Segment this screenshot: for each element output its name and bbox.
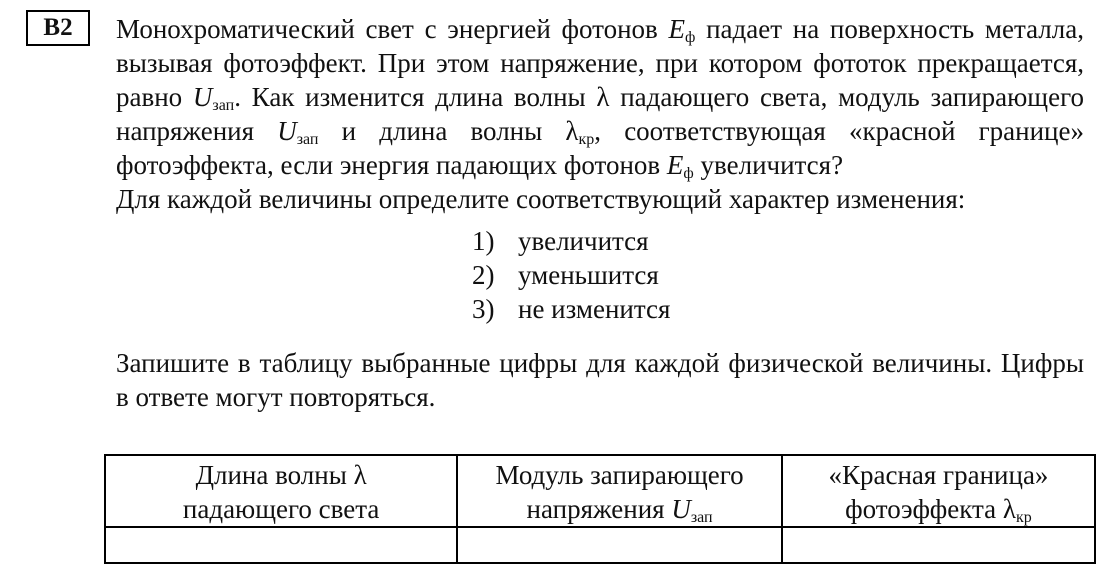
header-wavelength	[105, 455, 457, 527]
subscript-f: ф	[683, 165, 694, 182]
task-number-badge: B2	[26, 10, 90, 46]
header-red-limit	[782, 455, 1095, 527]
header-text: фотоэффекта λ	[845, 494, 1016, 524]
answer-cell-stopping-voltage[interactable]	[457, 527, 782, 563]
option-item	[472, 292, 1084, 326]
subscript-f: ф	[685, 29, 696, 46]
answer-options	[472, 224, 1084, 326]
symbol-E: E	[666, 150, 684, 180]
header-stopping-voltage	[457, 455, 782, 527]
answer-table-header	[105, 455, 1095, 527]
symbol-E: E	[668, 14, 685, 44]
subscript-kr: кр	[578, 131, 595, 148]
answer-row	[105, 527, 1095, 563]
text-segment: , соответствующая «красной границе» фотоэффекта, если энергия падающих фотонов	[116, 116, 1084, 180]
problem-statement	[116, 12, 1084, 182]
subscript-zap: зап	[296, 131, 319, 148]
instruction-text: Для каждой величины определите соответствующий характер изменения:	[116, 184, 966, 214]
option-item	[472, 258, 1084, 292]
option-number: 3)	[472, 294, 495, 324]
header-text: падающего света	[182, 494, 380, 524]
header-text: Длина волны λ	[195, 460, 367, 490]
subscript-zap: зап	[690, 509, 713, 526]
task-content	[116, 12, 1084, 414]
header-text: Модуль запирающего	[495, 460, 744, 490]
subscript-kr: кр	[1016, 509, 1032, 526]
text-segment: Монохроматический свет с энергией фотонов	[116, 14, 669, 44]
write-instruction: Запишите в таблицу выбранные цифры для каждой физической величины. Цифры в ответе могут повторяться.	[116, 348, 1084, 412]
symbol-U: U	[192, 82, 213, 112]
subscript-zap: зап	[212, 97, 235, 114]
text-segment: увеличится?	[693, 150, 844, 180]
header-text: «Красная граница»	[828, 460, 1049, 490]
answer-cell-red-limit[interactable]	[782, 527, 1095, 563]
option-text: не изменится	[518, 294, 671, 324]
option-number: 2)	[472, 260, 495, 290]
text-segment: падает на поверхность металла, вызывая фотоэффект. При этом напряжение, при котором фототок прекращается, равно	[116, 14, 1084, 112]
option-text: уменьшится	[518, 260, 659, 290]
symbol-U: U	[277, 116, 297, 146]
option-item	[472, 224, 1084, 258]
answer-cell-wavelength[interactable]	[105, 527, 457, 563]
option-text: увеличится	[518, 226, 649, 256]
text-segment: . Как изменится длина волны λ падающего света, модуль запирающего напряжения	[116, 82, 1084, 146]
text-segment: и длина волны λ	[318, 116, 579, 146]
header-text: напряжения	[526, 494, 672, 524]
symbol-U: U	[671, 494, 691, 524]
answer-table	[104, 454, 1096, 564]
option-number: 1)	[472, 226, 495, 256]
